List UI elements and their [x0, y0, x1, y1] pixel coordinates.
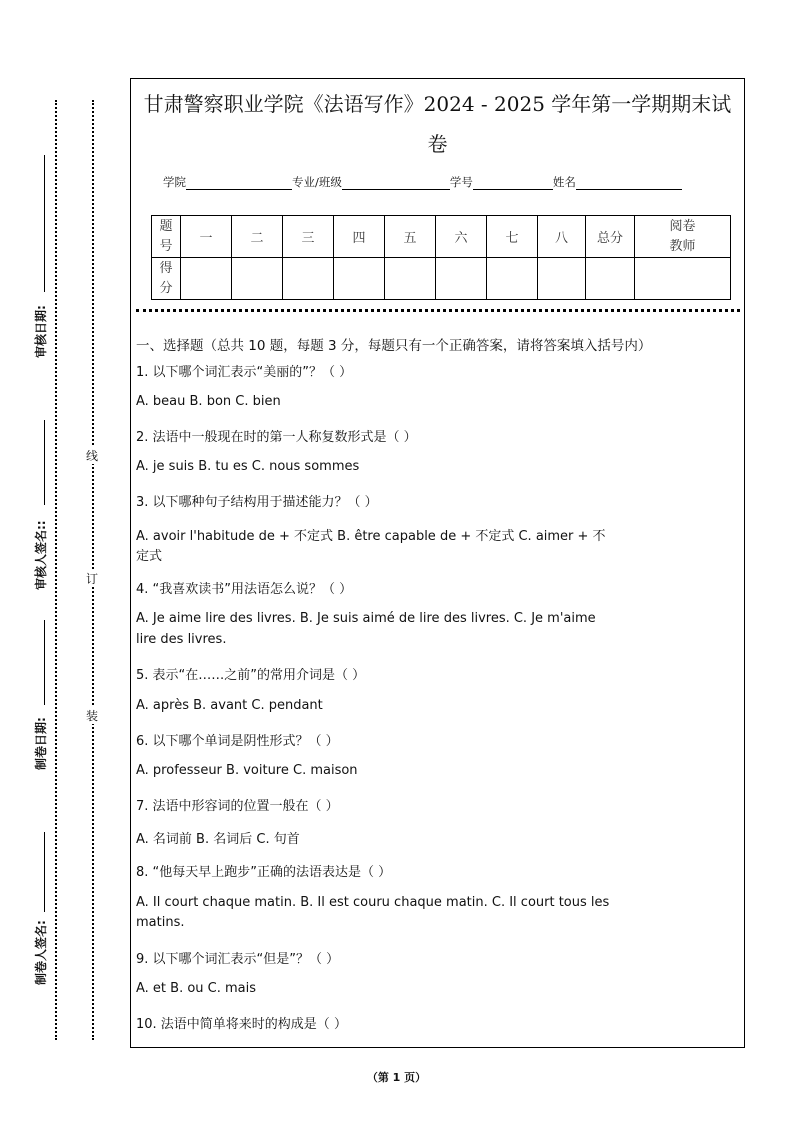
maker-sign-line[interactable] [44, 832, 45, 912]
score-cell[interactable] [283, 258, 334, 300]
score-table [151, 215, 731, 300]
score-cell[interactable] [436, 258, 487, 300]
exam-title: 甘肃警察职业学院《法语写作》2024 - 2025 学年第一学期期末试 [143, 92, 732, 116]
answer-options: 定式 [136, 549, 163, 564]
id-label: 学号 [449, 175, 473, 189]
maker-sign-label: 制卷人签名: [34, 920, 48, 985]
name-label: 姓名 [552, 175, 576, 189]
review-date-line[interactable] [44, 155, 45, 292]
exam-title-cont: 卷 [427, 132, 448, 156]
score-row-label-cell [152, 258, 181, 300]
college-label: 学院 [163, 175, 186, 189]
grader-header-label: 阅卷教师 [669, 218, 696, 254]
score-header-cell [635, 216, 731, 258]
reviewer-sign-label: 审核人签名:: [34, 520, 48, 590]
score-header-cell: 六 [436, 216, 487, 258]
question-text: 6. 以下哪个单词是阴性形式？（ ） [136, 734, 339, 749]
answer-options: A. 名词前 B. 名词后 C. 句首 [136, 832, 300, 847]
answer-options: A. beau B. bon C. bien [136, 394, 281, 409]
score-header-label: 题号 [159, 218, 173, 254]
answer-options: A. Je aime lire des livres. B. Je suis aimé de lire des livres. C. Je m'aime [136, 611, 596, 626]
question-text: 3. 以下哪种句子结构用于描述能力？（ ） [136, 495, 378, 510]
bind-char-zhuang: 装 [86, 709, 99, 723]
score-header-cell: 七 [487, 216, 538, 258]
question-text: 1. 以下哪个词汇表示“美丽的”？（ ） [136, 365, 353, 380]
score-cell[interactable] [385, 258, 436, 300]
id-field[interactable] [473, 177, 553, 190]
answer-options: A. Il court chaque matin. B. Il est couru chaque matin. C. Il court tous les [136, 895, 610, 910]
answer-options: matins. [136, 915, 185, 930]
question-text: 8. “他每天早上跑步”正确的法语表达是（ ） [136, 865, 392, 880]
reviewer-sign-line[interactable] [44, 420, 45, 505]
section-heading: 一、选择题（总共 10 题，每题 3 分，每题只有一个正确答案，请将答案填入括号内） [136, 338, 652, 354]
bind-char-xian: 线 [86, 449, 99, 463]
score-header-cell [152, 216, 181, 258]
separator-dotted [136, 309, 740, 312]
page-number: （第 1 页） [366, 1071, 427, 1084]
score-cell[interactable] [181, 258, 232, 300]
answer-options: A. je suis B. tu es C. nous sommes [136, 459, 360, 474]
score-cell[interactable] [538, 258, 586, 300]
question-text: 7. 法语中形容词的位置一般在（ ） [136, 799, 339, 814]
score-cell[interactable] [635, 258, 731, 300]
maker-date-label: 制卷日期: [34, 717, 48, 770]
score-cell[interactable] [334, 258, 385, 300]
dotted-line-outer [55, 100, 57, 1040]
answer-options: A. professeur B. voiture C. maison [136, 763, 358, 778]
score-cell[interactable] [586, 258, 635, 300]
question-text: 5. 表示“在……之前”的常用介词是（ ） [136, 668, 366, 683]
score-header-cell: 二 [232, 216, 283, 258]
score-header-cell: 四 [334, 216, 385, 258]
score-header-cell: 总分 [586, 216, 635, 258]
score-cell[interactable] [232, 258, 283, 300]
answer-options: A. avoir l'habitude de + 不定式 B. être capable de + 不定式 C. aimer + 不 [136, 529, 606, 544]
bind-char-ding: 订 [86, 572, 99, 586]
answer-options: lire des livres. [136, 632, 227, 647]
answer-options: A. après B. avant C. pendant [136, 698, 323, 713]
score-header-cell: 三 [283, 216, 334, 258]
score-header-cell: 八 [538, 216, 586, 258]
student-info [163, 174, 682, 190]
answer-options: A. et B. ou C. mais [136, 981, 257, 996]
review-date-label: 审核日期: [34, 305, 48, 358]
score-header-cell: 五 [385, 216, 436, 258]
question-text: 4. “我喜欢读书”用法语怎么说？（ ） [136, 582, 353, 597]
question-text: 2. 法语中一般现在时的第一人称复数形式是（ ） [136, 430, 417, 445]
question-text: 9. 以下哪个词汇表示“但是”？（ ） [136, 952, 340, 967]
college-field[interactable] [186, 177, 292, 190]
score-row-label: 得分 [159, 260, 173, 296]
question-text: 10. 法语中简单将来时的构成是（ ） [136, 1017, 347, 1032]
score-cell[interactable] [487, 258, 538, 300]
major-label: 专业/班级 [292, 175, 342, 189]
maker-date-line[interactable] [44, 620, 45, 705]
score-header-cell: 一 [181, 216, 232, 258]
major-field[interactable] [342, 177, 450, 190]
name-field[interactable] [576, 177, 682, 190]
